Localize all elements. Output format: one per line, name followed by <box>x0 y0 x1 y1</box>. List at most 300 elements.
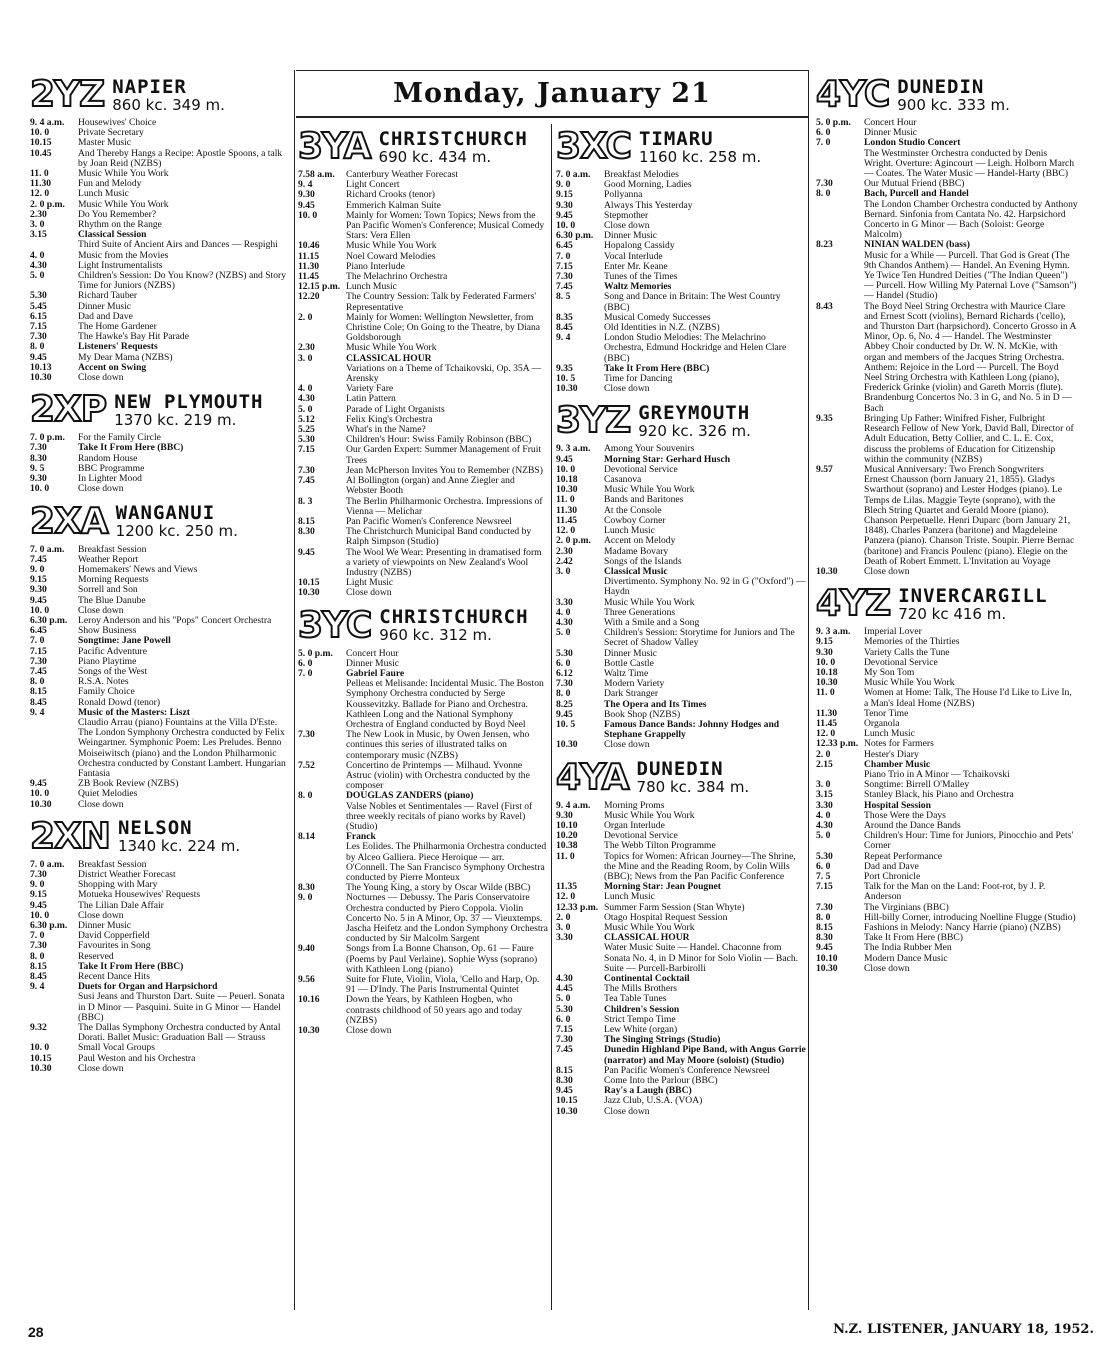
programme-title: For the Family Circle <box>78 432 161 444</box>
programme-title: Hill-billy Corner, introducing Noelline Flugge (Studio) <box>864 911 1076 923</box>
station-block <box>30 76 286 387</box>
programme-time: 2.30 <box>298 342 315 354</box>
station-info <box>638 401 751 440</box>
station-frequency: 920 kc. 326 m. <box>638 421 751 440</box>
programme-title: The Lilian Dale Affair <box>78 899 164 911</box>
programme-title: Les Eolides. The Philharmonia Orchestra conducted by Alceo Galliera. Piece Heroique — arr. O'Connell. The San Francisco Symphony Orchestra conducted by Pierre Monteux <box>346 841 547 883</box>
programme-title: David Copperfield <box>78 930 150 942</box>
programme-title: Musical Anniversary: Two French Songwriters <box>864 463 1044 475</box>
programme-time: 9. 0 <box>298 892 313 904</box>
programme-time: 4.45 <box>556 983 573 995</box>
programme-title: Our Mutual Friend (BBC) <box>864 178 965 190</box>
programme-item <box>30 911 286 921</box>
programme-title: The Country Session: Talk by Federated Farmers' Representative <box>346 291 537 313</box>
page-title: Monday, January 21 <box>393 78 711 109</box>
programme-time: 4.30 <box>298 393 315 405</box>
programme-item <box>816 862 1078 872</box>
programme-title: Classical Session <box>78 229 147 241</box>
programme-title: Strict Tempo Time <box>604 1013 676 1025</box>
programme-title: Stanley Black, his Piano and Orchestra <box>864 789 1014 801</box>
programme-time: 5.30 <box>30 290 47 302</box>
programme-item <box>816 648 1078 658</box>
station-header <box>298 128 548 166</box>
programme-item <box>816 964 1078 974</box>
programme-title: Songtime: Birrell O'Malley <box>864 779 970 791</box>
programme-time: 9.57 <box>816 463 833 475</box>
programme-item <box>30 363 286 373</box>
station-header <box>556 128 806 166</box>
programme-time: 5.12 <box>298 413 315 425</box>
programme-time: 7.15 <box>556 1024 573 1036</box>
programme-title: Hester's Diary <box>864 748 919 760</box>
programme-time: 4. 0 <box>556 606 571 618</box>
programme-time: 7.30 <box>556 678 573 690</box>
programme-time: 9.35 <box>816 412 833 424</box>
programme-time: 10. 0 <box>30 788 50 800</box>
programme-item <box>30 443 286 453</box>
programme-time: 7.30 <box>556 271 573 283</box>
programme-time: 7.45 <box>30 553 47 565</box>
programme-title: Dad and Dave <box>864 860 919 872</box>
programme-time: 2.30 <box>556 545 573 557</box>
programme-time: 9.45 <box>30 899 47 911</box>
programme-title: Shopping with Mary <box>78 879 158 891</box>
programme-title: Quiet Melodies <box>78 788 138 800</box>
programme-title: The Webb Tilton Programme <box>604 840 716 852</box>
programme-title: Devotional Service <box>604 830 678 842</box>
programme-time: 10.45 <box>30 147 52 159</box>
programme-time: 9.30 <box>30 473 47 485</box>
programme-title: Lunch Music <box>864 728 915 740</box>
programme-time: 8. 0 <box>30 341 45 353</box>
programme-item <box>298 588 548 598</box>
programme-title: The London Chamber Orchestra conducted by Anthony Bernard. Sinfonia from Cantata No. 42. Harpsichord Concerto in G Minor — Bach (Soloist: George Malcolm) <box>864 198 1078 241</box>
programme-time: 8. 0 <box>556 688 571 700</box>
programme-time: 9.45 <box>556 708 573 720</box>
programme-item <box>556 384 806 394</box>
programme-title: Bands and Baritones <box>604 494 684 506</box>
programme-time: 9.15 <box>816 636 833 648</box>
programme-item <box>30 941 286 951</box>
programme-item <box>556 852 806 883</box>
programme-time: 8.15 <box>298 515 315 527</box>
programme-title: Music for a While — Purcell. That God is Great (The 9th Chandos Anthem) — Handel. An Evening Hymn. Ye Twice Ten Hundred Deities ("The Indian Queen") — Purcell. How Willing My Paternal Love ("Samson") — Handel (Studio) <box>864 249 1077 302</box>
programme-time: 9. 5 <box>30 462 45 474</box>
programme-item <box>556 333 806 364</box>
programme-title: Take It From Here (BBC) <box>864 932 963 944</box>
programme-item <box>556 495 806 505</box>
programme-title: Fashions in Melody: Nancy Harrie (piano) (NZBS) <box>864 922 1061 934</box>
programme-title: Piano Trio in A Minor — Tchaikovski <box>864 768 1010 780</box>
programme-time: 4. 0 <box>298 383 313 395</box>
programme-time: 4.30 <box>556 616 573 628</box>
programme-time: 10.30 <box>298 1025 320 1037</box>
programme-title: Modern Variety <box>604 678 665 690</box>
station-header <box>30 391 286 429</box>
programme-item <box>816 852 1078 862</box>
programme-item <box>30 718 286 779</box>
programme-item <box>298 893 548 944</box>
programme-title: The Westminster Orchestra conducted by Denis Wright. Overture: Agincourt — Leigh. Holborn March — Coates. The Water Music — Handel-Harty (BBC) <box>864 147 1075 180</box>
programme-time: 9.30 <box>556 199 573 211</box>
programme-title: Children's Session <box>604 1003 680 1015</box>
programme-time: 7.15 <box>816 881 833 893</box>
station-logo: 4YZ <box>816 583 891 625</box>
programme-title: Close down <box>78 604 124 616</box>
station-city: CHRISTCHURCH <box>379 606 529 629</box>
programme-time: 10.20 <box>556 830 578 842</box>
programme-title: Paul Weston and his Orchestra <box>78 1052 196 1064</box>
programme-time: 10.15 <box>298 577 320 589</box>
station-city: NEW PLYMOUTH <box>114 390 264 413</box>
programme-item <box>30 332 286 342</box>
programme-time: 10. 0 <box>30 483 50 495</box>
programme-title: Close down <box>78 1062 124 1074</box>
programme-title: Variations on a Theme of Tchaikovski, Op. 35A — Arensky <box>346 362 542 385</box>
programme-time: 7.45 <box>298 475 315 487</box>
programme-title: Music While You Work <box>864 677 955 689</box>
programme-item <box>30 636 286 646</box>
programme-time: 7.52 <box>298 759 315 771</box>
programme-title: Songtime: Jane Powell <box>78 635 171 647</box>
programme-time: 8.30 <box>298 882 315 894</box>
programme-title: Leroy Anderson and his "Pops" Concert Orchestra <box>78 614 272 626</box>
programme-title: Light Concert <box>346 179 400 191</box>
station-frequency: 1370 kc. 219 m. <box>114 410 237 429</box>
programme-title: Memories of the Thirties <box>864 636 960 648</box>
station-block <box>556 756 806 1121</box>
programme-item <box>816 954 1078 964</box>
programme-time: 7.45 <box>556 281 573 293</box>
programme-time: 9.45 <box>556 209 573 221</box>
programme-time: 6. 0 <box>816 860 831 872</box>
programme-title: Sorrell and Son <box>78 584 138 596</box>
programme-title: Franck <box>346 831 376 843</box>
programme-time: 7.30 <box>816 901 833 913</box>
station-logo: 3YZ <box>556 400 631 442</box>
programme-time: 5. 0 p.m. <box>298 647 333 659</box>
programme-time: 9.56 <box>298 974 315 986</box>
station-header <box>30 500 286 542</box>
programme-title: NINIAN WALDEN (bass) <box>864 239 970 251</box>
programme-title: Hopalong Cassidy <box>604 240 675 252</box>
programme-time: 7.30 <box>298 729 315 741</box>
programme-item <box>30 179 286 189</box>
programme-title: Breakfast Session <box>78 858 147 870</box>
programme-title: Weather Report <box>78 553 139 565</box>
programme-time: 10. 0 <box>816 656 836 668</box>
programme-title: Dunedin Highland Pipe Band, with Angus Gorrie (narrator) and May Moore (soloist) (Studio) <box>604 1044 806 1066</box>
programme-item <box>298 730 548 761</box>
programme-time: 9. 4 <box>556 332 571 344</box>
programme-time: 8.30 <box>816 932 833 944</box>
programme-time: 7.30 <box>816 178 833 190</box>
programme-time: 6.15 <box>30 310 47 322</box>
programme-title: Take It From Here (BBC) <box>78 960 184 972</box>
programme-time: 7. 0 a.m. <box>30 858 65 870</box>
programme-time: 8.15 <box>30 960 47 972</box>
programme-title: Motueka Housewives' Requests <box>78 889 201 901</box>
programme-title: Water Music Suite — Handel. Chaconne from Sonata No. 4, in D Minor for Solo Violin — Bach. Suite — Purcell-Barbirolli <box>604 942 799 974</box>
programme-time: 9.30 <box>816 646 833 658</box>
programme-time: 5. 0 <box>556 993 571 1005</box>
spacer <box>816 577 1078 581</box>
station-city: NELSON <box>117 817 193 840</box>
programme-item <box>30 616 286 626</box>
programme-title: Close down <box>604 383 650 395</box>
programme-time: 7. 0 <box>298 667 313 679</box>
programme-item <box>556 455 806 465</box>
programme-time: 3.30 <box>556 596 573 608</box>
programme-title: Imperial Lover <box>864 626 922 638</box>
programme-item <box>298 842 548 883</box>
programme-item <box>556 506 806 516</box>
programme-title: Dinner Music <box>78 920 132 931</box>
programme-item <box>298 527 548 547</box>
programme-title: Ronald Dowd (tenor) <box>78 696 161 708</box>
station-info <box>112 75 225 114</box>
programme-time: 12.33 p.m. <box>816 738 859 750</box>
programme-item <box>816 801 1078 811</box>
programme-item <box>298 995 548 1026</box>
programme-time: 10.30 <box>816 962 838 974</box>
programme-item <box>556 1015 806 1025</box>
programme-title: Pollyanna <box>604 189 643 201</box>
programme-time: 10.18 <box>816 666 838 678</box>
programme-time: 2.42 <box>556 555 573 567</box>
programme-item <box>30 169 286 179</box>
programme-item <box>298 975 548 995</box>
programme-time: 10.10 <box>816 952 838 964</box>
station-logo: 3XC <box>556 126 631 167</box>
programme-item <box>556 628 806 648</box>
column-1 <box>30 72 286 1314</box>
programme-item <box>30 657 286 667</box>
programme-title: Close down <box>346 1025 392 1037</box>
programme-time: 5. 0 <box>298 403 313 415</box>
programme-item <box>298 497 548 517</box>
programme-time: 9. 0 <box>556 179 571 191</box>
programme-time: 8.30 <box>298 526 315 538</box>
programme-time: 9. 4 <box>298 179 313 191</box>
programme-item <box>298 364 548 384</box>
spacer <box>30 810 286 814</box>
programme-title: Music While You Work <box>346 342 437 354</box>
programme-time: 4.30 <box>816 820 833 831</box>
programme-time: 8.45 <box>30 696 47 708</box>
programme-title: Breakfast Session <box>78 543 147 555</box>
programme-time: 10.30 <box>30 798 52 810</box>
programme-title: Fun and Melody <box>78 178 142 190</box>
programme-title: What's in the Name? <box>346 424 426 436</box>
programme-item <box>816 831 1078 851</box>
programme-title: Devotional Service <box>864 656 938 668</box>
programme-title: Piano Interlude <box>346 260 405 272</box>
programme-title: Children's Session: Storytime for Juniors and The Secret of Shadow Valley <box>604 627 795 649</box>
station-logo: 3YC <box>298 604 372 646</box>
programme-item <box>556 241 806 251</box>
programme-title: Dad and Dave <box>78 310 133 322</box>
programme-item <box>556 943 806 974</box>
programme-title: Homemakers' News and Views <box>78 563 198 575</box>
programme-time: 7.30 <box>298 464 315 476</box>
programme-time: 7.30 <box>30 868 47 880</box>
programme-title: Notes for Farmers <box>864 738 934 750</box>
programme-title: The New Look in Music, by Owen Jensen, who continues this series of illustrated talks on contemporary music (NZBS) <box>346 729 530 761</box>
programme-title: Those Were the Days <box>864 809 946 821</box>
programme-title: The Home Gardener <box>78 321 157 333</box>
programme-item <box>556 211 806 221</box>
programme-title: Casanova <box>604 474 642 486</box>
programme-title: The Wool We Wear: Presenting in dramatised form a variety of viewpoints on New Zealand's Wool Industry (NZBS) <box>346 546 542 578</box>
programme-title: Felix King's Orchestra <box>346 413 433 425</box>
programme-item <box>298 252 548 262</box>
programme-title: Time for Dancing <box>604 373 673 385</box>
programme-title: Do You Remember? <box>78 208 157 220</box>
programme-time: 8. 0 <box>30 676 45 688</box>
programme-title: Music While You Work <box>604 596 695 608</box>
column-2 <box>298 124 548 1314</box>
programme-item <box>816 251 1078 302</box>
programme-time: 5. 0 <box>30 270 45 282</box>
programme-time: 8. 0 <box>816 188 831 200</box>
programme-title: My Son Tom <box>864 666 915 678</box>
programme-title: The Mills Brothers <box>604 983 678 995</box>
programme-item <box>556 221 806 231</box>
programme-time: 10.30 <box>30 372 52 384</box>
programme-time: 10.15 <box>30 1052 52 1064</box>
programme-time: 10.16 <box>298 994 320 1006</box>
programme-title: Music While You Work <box>78 198 169 210</box>
programme-time: 6.45 <box>556 240 573 252</box>
programme-title: Among Your Souvenirs <box>604 443 695 455</box>
programme-time: 9. 4 a.m. <box>556 799 591 811</box>
programme-title: Latin Pattern <box>346 393 396 405</box>
programme-title: Hospital Session <box>864 799 931 811</box>
column-divider-2 <box>808 70 809 1310</box>
programme-title: The Berlin Philharmonic Orchestra. Impressions of Vienna — Melichar <box>346 495 543 517</box>
programme-title: Gabriel Faure <box>346 667 405 679</box>
programme-time: 10. 0 <box>30 1042 50 1054</box>
programme-item <box>30 373 286 383</box>
programme-time: 12.15 p.m. <box>298 281 341 293</box>
programme-title: London Studio Melodies: The Melachrino Orchestra, Edmund Hockridge and Helen Clare (BBC) <box>604 332 787 364</box>
programme-title: Favourites in Song <box>78 940 151 952</box>
station-info <box>118 819 240 854</box>
programme-title: Lunch Music <box>346 281 397 293</box>
programme-item <box>30 931 286 941</box>
programme-title: Small Vocal Groups <box>78 1042 155 1054</box>
programme-time: 9. 0 <box>30 879 45 891</box>
programme-title: Pelleas et Melisande: Incidental Music. The Boston Symphony Orchestra conducted by Serge Koussevitzky. Ballade for Piano and Orchestra. Kathleen Long and the National Symphony Orchestra of England conducted by Boyd Neel <box>346 678 544 730</box>
programme-time: 7.15 <box>298 444 315 456</box>
programme-title: Accent on Swing <box>78 361 147 373</box>
programme-time: 8.45 <box>556 322 573 334</box>
title-rule <box>296 116 808 118</box>
programme-item <box>298 170 548 180</box>
programme-title: Madame Bovary <box>604 545 669 557</box>
programme-title: Susi Jeans and Thurston Dart. Suite — Peuerl. Sonata in D Minor — Pasquini. Suite in G Minor — Handel (BBC) <box>78 991 285 1023</box>
programme-item <box>556 262 806 272</box>
programme-item <box>556 577 806 597</box>
programme-title: Dinner Music <box>864 127 918 139</box>
programme-title: Close down <box>864 565 910 577</box>
programme-time: 8.43 <box>816 300 833 312</box>
programme-title: CLASSICAL HOUR <box>604 932 690 944</box>
programme-title: Our Garden Expert: Summer Management of Fruit Trees <box>346 444 542 466</box>
programme-time: 9. 0 <box>30 563 45 575</box>
programme-title: Around the Dance Bands <box>864 820 961 831</box>
station-block <box>816 585 1078 978</box>
station-header <box>298 604 548 646</box>
programme-title: Come Into the Parlour (BBC) <box>604 1075 718 1087</box>
programme-title: Claudio Arrau (piano) Fountains at the Villa D'Este. The London Symphony Orchestra conducted by Felix Weingartner. Symphonic Poem: Les Preludes. Benno Moiseiwitsch (piano) and the London Philharmonic Orchestra conducted by Constant Lambert. Hungarian Fantasia <box>78 716 286 779</box>
programme-item <box>30 454 286 464</box>
programme-title: Dark Stranger <box>604 688 659 700</box>
programme-title: ZB Book Review (NZBS) <box>78 778 179 790</box>
programme-title: Musical Comedy Successes <box>604 311 711 323</box>
programme-item <box>556 720 806 740</box>
publication-footer: N.Z. LISTENER, JANUARY 18, 1952. <box>833 1322 1094 1337</box>
spacer <box>30 1074 286 1078</box>
spacer <box>30 383 286 387</box>
programme-title: Repeat Performance <box>864 850 943 862</box>
programme-time: 7. 0 <box>556 250 571 262</box>
programme-item <box>298 445 548 465</box>
programme-item <box>556 536 806 546</box>
programme-time: 8.15 <box>30 686 47 698</box>
programme-item <box>30 220 286 230</box>
programme-title: The Dallas Symphony Orchestra conducted by Antal Dorati. Ballet Music: Graduation Ball — Strauss <box>78 1022 281 1044</box>
station-frequency: 690 kc. 434 m. <box>378 147 492 166</box>
programme-title: With a Smile and a Song <box>604 616 700 628</box>
programme-time: 6. 0 <box>816 127 831 139</box>
programme-title: Tea Table Tunes <box>604 993 667 1005</box>
programme-item <box>30 667 286 677</box>
spacer <box>556 394 806 398</box>
programme-time: 11.45 <box>298 271 320 283</box>
programme-time: 8. 3 <box>298 495 313 507</box>
programme-item <box>30 870 286 880</box>
programme-item <box>30 921 286 931</box>
programme-time: 3. 0 <box>556 922 571 933</box>
spacer <box>298 1036 548 1040</box>
station-logo: 2YZ <box>30 74 105 115</box>
programme-item <box>30 312 286 322</box>
programme-title: Recent Dance Hits <box>78 971 150 983</box>
programme-title: Stepmother <box>604 209 649 221</box>
programme-item <box>816 149 1078 180</box>
station-header <box>30 76 286 114</box>
programme-time: 3.30 <box>556 932 573 944</box>
programme-item <box>816 475 1078 567</box>
programme-time: 6.30 p.m. <box>556 230 594 242</box>
programme-time: 10.30 <box>556 383 578 395</box>
column-4 <box>816 72 1078 1314</box>
programme-time: 3. 0 <box>556 565 571 577</box>
programme-title: Nocturnes — Debussy. The Paris Conservatoire Orchestra conducted by Piero Coppola. Violin Concerto No. 5 in A Minor, Op. 37 — Vieuxtemps. Jascha Heifetz and the London Symphony Orchestra conducted by Sir Malcolm Sargent <box>346 892 548 945</box>
programme-title: Close down <box>78 372 124 384</box>
programme-title: Jean McPherson Invites You to Remember (NZBS) <box>346 464 543 476</box>
programme-title: Lunch Music <box>78 188 129 200</box>
programme-title: Richard Tauber <box>78 290 138 302</box>
programme-title: Lunch Music <box>604 891 655 903</box>
programme-time: 7. 0 <box>30 930 45 942</box>
programme-time: 10.30 <box>30 1062 52 1074</box>
programme-item <box>556 231 806 241</box>
programme-time: 2. 0 p.m. <box>30 198 65 210</box>
programme-title: The Hawke's Bay Hit Parade <box>78 331 189 343</box>
